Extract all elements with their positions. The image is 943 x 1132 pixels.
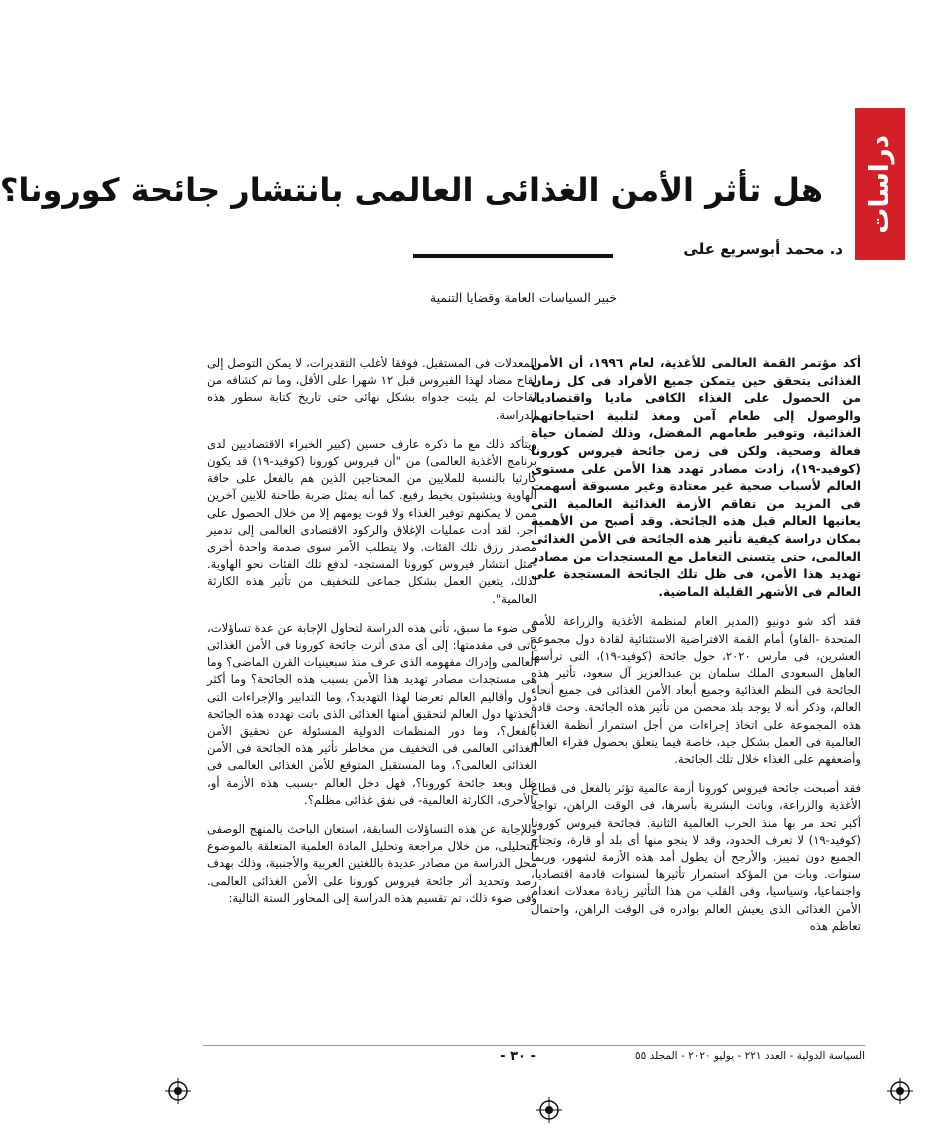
text-column-left bbox=[207, 355, 537, 919]
footer-source: السياسة الدولية - العدد ٢٢١ - يوليو ٢٠٢٠ - المجلد ٥٥ bbox=[635, 1050, 865, 1062]
section-label: دراسات bbox=[865, 134, 895, 234]
author-row bbox=[413, 240, 843, 266]
lead-paragraph: أكد مؤتمر القمة العالمى للأغذية، لعام ١٩٩٦، أن الأمن الغذائى يتحقق حين يتمكن جميع الأفراد فى كل زمان من الحصول على الغذاء الكافى ماديا واقتصاديا، والوصول إلى طعام آمن ومغذ لتلبية احتياجاتهم الغذائية، وتوفير طعامهم المفضل، وذلك لضمان حياة فعالة وصحية. ولكن فى زمن جائحة فيروس كورونا (كوفيد-١٩)، زادت مصادر تهدد هذا الأمن على مستوى العالم لأسباب صحية غير معتادة وغير مسبوقة أسهمت فى المزيد من تفاقم الأزمة الغذائية العالمية التى يعانيها العالم قبل هذه الجائحة. وقد أصبح من الأهمية بمكان دراسة كيفية تأثير هذه الجائحة فى الأمن الغذائى العالمى، حتى يتسنى التعامل مع المستجدات من مصادر تهديد هذا الأمن، فى ظل تلك الجائحة المستجدة على العالم فى الأشهر القليلة الماضية. bbox=[531, 356, 861, 599]
body-paragraph: المعدلات فى المستقبل. فوفقا لأغلب التقديرات، لا يمكن التوصل إلى لقاح مضاد لهذا الفيروس قبل ١٢ شهرا على الأقل، وما تم كشافه من لقاحات لم يثبت جدواه بشكل نهائى حتى تاريخ كتابة سطور هذه الدراسة. bbox=[207, 356, 538, 422]
body-paragraph: وللإجابة عن هذه التساؤلات السابقة، استعان الباحث بالمنهج الوصفى التحليلى، من خلال مراجعة وتحليل المادة العلمية المتعلقة بالموضوع محل الدراسة من مصادر عديدة باللغتين العربية والأجنبية، وذلك بهدف رصد وتحديد أثر جائحة فيروس كورونا على الأمن الغذائى العالمى. وفى ضوء ذلك، تم تقسيم هذه الدراسة إلى المحاور الستة التالية: bbox=[207, 822, 537, 905]
author-affiliation: خبير السياسات العامة وقضايا التنمية bbox=[429, 290, 617, 305]
author-name: د. محمد أبوسريع على bbox=[683, 240, 843, 258]
text-column-right bbox=[531, 355, 861, 947]
author-divider bbox=[413, 254, 613, 258]
footer-divider bbox=[203, 1045, 865, 1046]
body-paragraph: فقد أكد شو دونيو (المدير العام لمنظمة الأغذية والزراعة للأمم المتحدة -الفاو) أمام القمة الافتراضية الاستثنائية لقادة دول مجموعة العشرين، فى مارس ٢٠٢٠، حول جائحة (كوفيد-١٩)، التى ترأسها العاهل السعودى الملك سلمان بن عبدالعزيز آل سعود، تأثير هذه الجائحة فى النظم الغذائية وجميع أبعاد الأمن الغذائى فى جميع أنحاء العالم، وذكر أنه لا يوجد بلد محصن من تأثير هذه الجائحة. وحث قادة هذه المجموعة على اتخاذ إجراءات من أجل استمرار أنظمة الغذاء العالمية فى العمل بشكل جيد، خاصة فيما يتعلق بحصول فقراء العالم وأضعفهم على الغذاء خلال تلك الجائحة. bbox=[531, 614, 861, 766]
registration-mark-icon bbox=[536, 1097, 562, 1123]
body-paragraph: فى ضوء ما سبق، تأتى هذه الدراسة لتحاول الإجابة عن عدة تساؤلات، يأتى فى مقدمتها: إلى أى مدى أثرت جائحة كورونا فى الأمن الغذائى العالمى وإدراك مفهومه الذى عرف منذ سبعينيات القرن الماضى؟ وما هى مستجدات مصادر تهديد هذا الأمن بسبب هذه الجائحة؟ وما أكثر دول وأقاليم العالم تعرضا لهذا التهديد؟، وما التدابير والإجراءات التى اتخذتها دول العالم لتحقيق أمنها الغذائى الذى باتت تهدده هذه الجائحة بالفعل؟، وما دور المنظمات الدولية المسئولة عن تحقيق الأمن الغذائى العالمى فى التخفيف من مخاطر تأثير هذه الجائحة فى الأمن الغذائى العالمى؟، وما المستقبل المتوقع للأمن الغذائى العالمى فى ظل وبعد جائحة كورونا؟، فهل دخل العالم -بسبب هذه الأزمة أو، بالأحرى، الكارثة العالمية- فى نفق غذائى مظلم؟. bbox=[207, 620, 537, 807]
section-tab bbox=[855, 108, 905, 260]
body-paragraph: فقد أصبحت جائحة فيروس كورونا أزمة عالمية تؤثر بالفعل فى قطاع الأغذية والزراعة، وباتت البشرية بأسرها، فى الوقت الراهن، تواجه أكبر تحد مر بها منذ الحرب العالمية الثانية. فجائحة فيروس كورونا (كوفيد-١٩) لا تعرف الحدود، وقد لا ينجو منها أى بلد أو قارة، وتجتاح الجميع دون تمييز. والأرجح أن يطول أمد هذه الأزمة لشهور، وربما سنوات. وبات من المؤكد استمرار تأثيرها لسنوات قادمة اقتصاديا، واجتماعيا، وسياسيا، وفى القلب من هذا التأثير زيادة معدلات انعدام الأمن الغذائى الذى يعيش العالم بوادره فى الوقت الراهن، واحتمال تعاظم هذه bbox=[531, 781, 861, 933]
article-title: هل تأثر الأمن الغذائى العالمى بانتشار جائحة كورونا؟ bbox=[0, 171, 823, 209]
page-number: - ٣٠ - bbox=[500, 1049, 536, 1064]
registration-mark-icon bbox=[165, 1078, 191, 1104]
body-paragraph: ويتأكد ذلك مع ما ذكره عارف حسين (كبير الخبراء الاقتصاديين لدى برنامج الأغذية العالمى) من "أن فيروس كورونا (كوفيد-١٩) قد يكون كارثيا بالنسبة للملايين من المحتاجين الذين هم بالفعل على حافة الهاوية ويتشبثون بخيط رفيع. كما أنه يمثل ضربة طاحنة للايين آخرين ممن لا يمكنهم توفير الغذاء ولا قوت يومهم إلا من خلال الحصول على أجر. لقد أدت عمليات الإغلاق والركود الاقتصادى العالمى إلى تدمير مصدر رزق تلك الفئات. ولا يتطلب الأمر سوى صدمة واحدة أخرى -مثل انتشار فيروس كورونا المستجد- لدفع تلك الفئات نحو الهاوية. لذلك، يتعين العمل بشكل جماعى للتخفيف من تأثير هذه الكارثة العالمية". bbox=[207, 436, 538, 606]
registration-mark-icon bbox=[887, 1078, 913, 1104]
